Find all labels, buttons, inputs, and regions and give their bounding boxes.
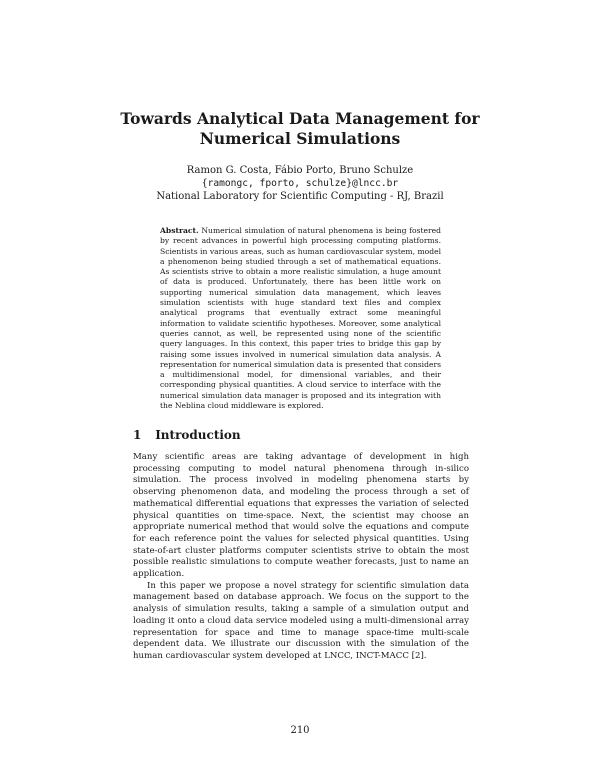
page-number: 210 [290,725,310,736]
author-names: Ramon G. Costa, Fábio Porto, Bruno Schulze [186,165,414,176]
title-line-2: Numerical Simulations [199,129,401,148]
body-text [133,452,469,663]
paper-title [100,109,500,149]
section-number: 1 [133,428,142,442]
abstract-text: Numerical simulation of natural phenomena is being fostered by recent advances in powerful high processing computing platforms. Scientists in various areas, such as human cardiovascular system, model a phenomenon being studied through a set of mathematical equations. As scientists strive to obtain a more realistic simulation, a huge amount of data is produced. Unfortunately, there has been little work on supporting numerical simulation data management, which leaves simulation scientists with huge standard text files and complex analytical programs that eventually extract some meaningful information to validate scientific hypotheses. Moreover, some analytical queries cannot, as well, be represented using none of the scientific query languages. In this context, this paper tries to bridge this gap by raising some issues involved in numerical simulation data analysis. A representation for numerical simulation data is presented that considers a multidimensional model, for dimensional variables, and their corresponding physical quantities. A cloud service to interface with the numerical simulation data manager is proposed and its integration with the Neblina cloud middleware is explored. [160,226,442,411]
paragraph-1: Many scientific areas are taking advantage of development in high processing computing to model natural phenomena through in-silico simulation. The process involved in modeling phenomena starts by observing phenomenon data, and modeling the process through a set of mathematical differential equations that expresses the variation of selected physical quantities on time-space. Next, the scientist may choose an appropriate numerical method that would solve the equations and compute for each reference point the values for selected physical quantities. Using state-of-art cluster platforms computer scientists strive to obtain the most possible realistic simulations to compute weather forecasts, just to name an application. [133,452,469,580]
author-affiliation: National Laboratory for Scientific Computing - RJ, Brazil [156,191,444,202]
paragraph-2: In this paper we propose a novel strategy for scientific simulation data management based on database approach. We focus on the support to the analysis of simulation results, taking a sample of a simulation output and loading it onto a cloud data service modeled using a multi-dimensional array representation for space and time to manage space-time multi-scale dependent data. We illustrate our discussion with the simulation of the human cardiovascular system developed at LNCC, INCT-MACC [2]. [133,580,469,661]
abstract-label: Abstract. [160,226,199,235]
section-title: Introduction [155,428,241,442]
author-emails: {ramongc, fporto, schulze}@lncc.br [201,178,399,189]
author-block [100,164,500,203]
title-line-1: Towards Analytical Data Management for [120,109,480,128]
section-heading [133,428,241,442]
abstract [160,226,441,411]
